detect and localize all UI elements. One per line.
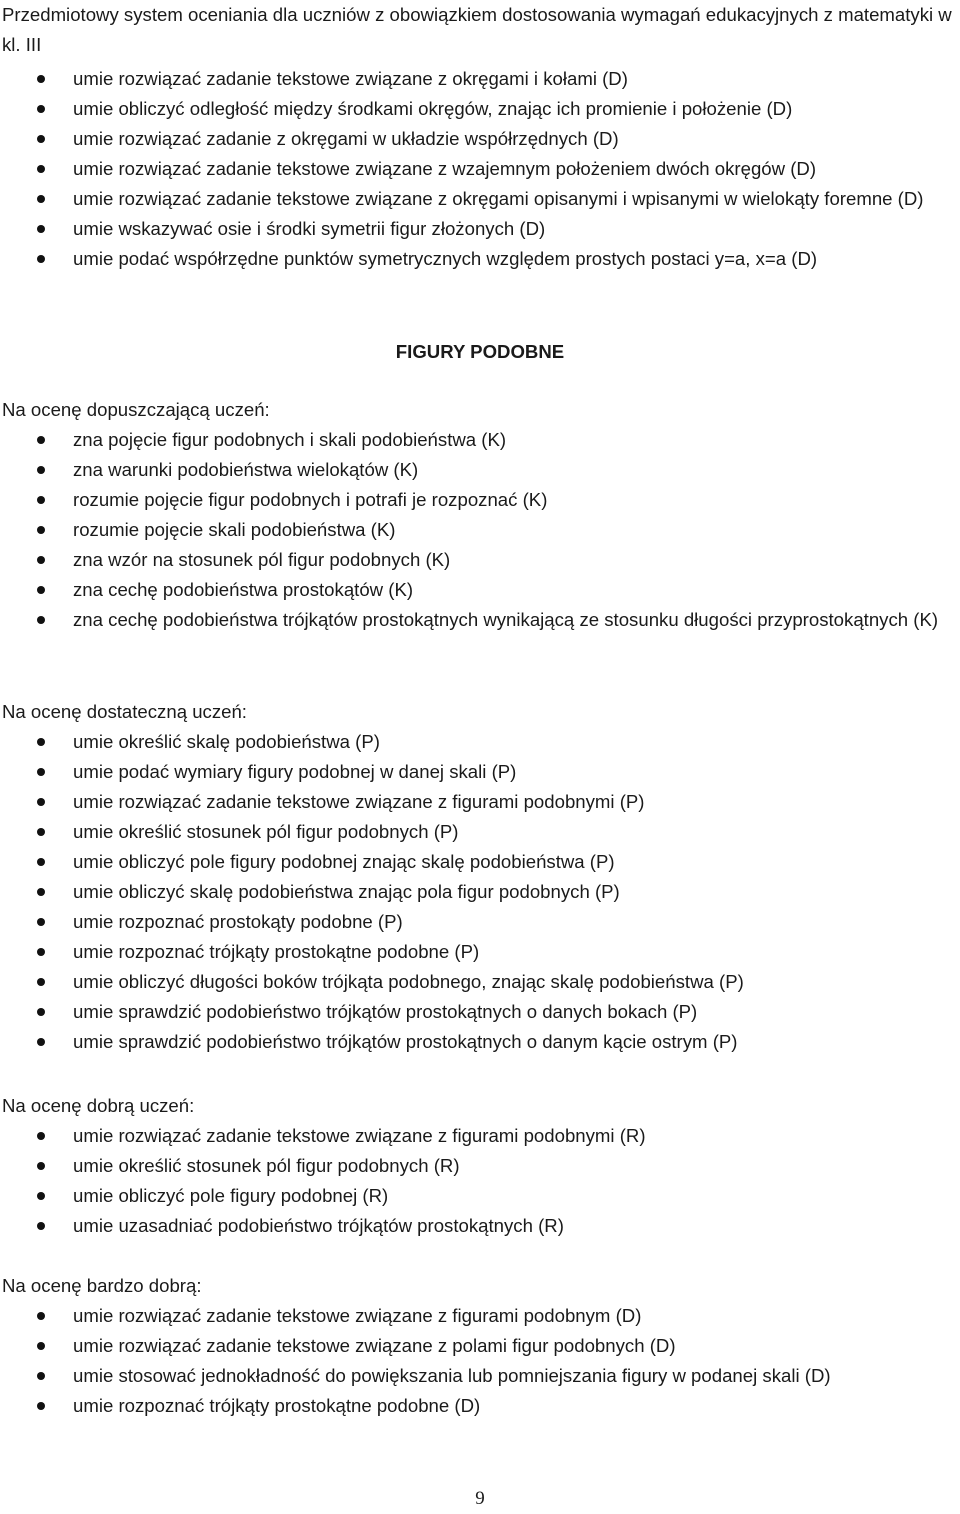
list-item bbox=[0, 907, 945, 937]
list-item bbox=[0, 937, 945, 967]
bullet-list-dostateczna bbox=[0, 727, 945, 1057]
list-item-text: rozumie pojęcie skali podobieństwa (K) bbox=[73, 519, 396, 540]
list-item-text: rozumie pojęcie figur podobnych i potrafi je rozpoznać (K) bbox=[73, 489, 548, 510]
bullet-icon bbox=[37, 105, 45, 113]
list-item-text: umie obliczyć pole figury podobnej znając skalę podobieństwa (P) bbox=[73, 851, 615, 872]
list-item bbox=[0, 214, 945, 244]
list-item bbox=[0, 425, 945, 455]
bullet-icon bbox=[37, 1342, 45, 1350]
list-item-text: umie rozwiązać zadanie tekstowe związane z okręgami opisanymi i wpisanymi w wielokąty foremne (D) bbox=[73, 188, 924, 209]
intro-bullet-list bbox=[0, 64, 945, 274]
list-item bbox=[0, 154, 945, 184]
list-item-text: umie rozwiązać zadanie z okręgami w układzie współrzędnych (D) bbox=[73, 128, 619, 149]
list-item-text: umie podać wymiary figury podobnej w danej skali (P) bbox=[73, 761, 517, 782]
bullet-icon bbox=[37, 586, 45, 594]
list-item-text: umie rozwiązać zadanie tekstowe związane z figurami podobnym (D) bbox=[73, 1305, 642, 1326]
list-item-text: umie określić stosunek pól figur podobnych (R) bbox=[73, 1155, 460, 1176]
grade-label-dostateczna: Na ocenę dostateczną uczeń: bbox=[2, 701, 247, 722]
page-number: 9 bbox=[475, 1488, 485, 1509]
list-item-text: zna wzór na stosunek pól figur podobnych (K) bbox=[73, 549, 451, 570]
bullet-list-dopuszczajaca bbox=[0, 425, 945, 635]
bullet-icon bbox=[37, 526, 45, 534]
bullet-icon bbox=[37, 1162, 45, 1170]
bullet-icon bbox=[37, 978, 45, 986]
list-item-text: umie sprawdzić podobieństwo trójkątów prostokątnych o danych bokach (P) bbox=[73, 1001, 698, 1022]
list-item-text: umie sprawdzić podobieństwo trójkątów prostokątnych o danym kącie ostrym (P) bbox=[73, 1031, 738, 1052]
list-item bbox=[0, 1121, 945, 1151]
bullet-icon bbox=[37, 1222, 45, 1230]
bullet-icon bbox=[37, 828, 45, 836]
list-item bbox=[0, 967, 945, 997]
bullet-icon bbox=[37, 616, 45, 624]
list-item-text: umie określić stosunek pól figur podobnych (P) bbox=[73, 821, 459, 842]
bullet-icon bbox=[37, 1132, 45, 1140]
list-item bbox=[0, 575, 945, 605]
document-title: Przedmiotowy system oceniania dla uczniów z obowiązkiem dostosowania wymagań edukacyjnych z matematyki w kl. III bbox=[2, 4, 952, 55]
list-item-text: umie rozpoznać prostokąty podobne (P) bbox=[73, 911, 403, 932]
list-item-text: zna cechę podobieństwa trójkątów prostokątnych wynikającą ze stosunku długości przyprostokątnych (K) bbox=[73, 609, 939, 630]
list-item-text: umie rozwiązać zadanie tekstowe związane z polami figur podobnych (D) bbox=[73, 1335, 676, 1356]
list-item bbox=[0, 1391, 945, 1421]
list-item-text: umie rozwiązać zadanie tekstowe związane z wzajemnym położeniem dwóch okręgów (D) bbox=[73, 158, 817, 179]
bullet-icon bbox=[37, 1038, 45, 1046]
bullet-icon bbox=[37, 768, 45, 776]
list-item bbox=[0, 184, 945, 214]
list-item bbox=[0, 485, 945, 515]
bullet-icon bbox=[37, 738, 45, 746]
bullet-icon bbox=[37, 165, 45, 173]
list-item-text: umie obliczyć odległość między środkami okręgów, znając ich promienie i położenie (D) bbox=[73, 98, 793, 119]
list-item bbox=[0, 124, 945, 154]
list-item bbox=[0, 757, 945, 787]
list-item bbox=[0, 727, 945, 757]
list-item bbox=[0, 64, 945, 94]
bullet-icon bbox=[37, 1402, 45, 1410]
list-item bbox=[0, 817, 945, 847]
bullet-icon bbox=[37, 1008, 45, 1016]
bullet-list-dobra bbox=[0, 1121, 945, 1241]
list-item bbox=[0, 605, 945, 635]
list-item bbox=[0, 244, 945, 274]
list-item-text: umie rozwiązać zadanie tekstowe związane z figurami podobnymi (P) bbox=[73, 791, 645, 812]
list-item-text: umie obliczyć długości boków trójkąta podobnego, znając skalę podobieństwa (P) bbox=[73, 971, 744, 992]
list-item bbox=[0, 94, 945, 124]
bullet-icon bbox=[37, 135, 45, 143]
list-item bbox=[0, 1211, 945, 1241]
list-item bbox=[0, 787, 945, 817]
grade-label-dobra: Na ocenę dobrą uczeń: bbox=[2, 1095, 195, 1116]
list-item bbox=[0, 1027, 945, 1057]
grade-label-dopuszczajaca: Na ocenę dopuszczającą uczeń: bbox=[2, 399, 270, 420]
bullet-icon bbox=[37, 195, 45, 203]
list-item bbox=[0, 997, 945, 1027]
list-item-text: umie uzasadniać podobieństwo trójkątów prostokątnych (R) bbox=[73, 1215, 564, 1236]
list-item bbox=[0, 1331, 945, 1361]
bullet-icon bbox=[37, 1192, 45, 1200]
list-item-text: umie obliczyć skalę podobieństwa znając pola figur podobnych (P) bbox=[73, 881, 620, 902]
list-item-text: zna cechę podobieństwa prostokątów (K) bbox=[73, 579, 414, 600]
bullet-icon bbox=[37, 858, 45, 866]
bullet-icon bbox=[37, 798, 45, 806]
list-item bbox=[0, 1361, 945, 1391]
bullet-icon bbox=[37, 436, 45, 444]
list-item-text: umie wskazywać osie i środki symetrii figur złożonych (D) bbox=[73, 218, 546, 239]
list-item bbox=[0, 515, 945, 545]
list-item-text: umie rozwiązać zadanie tekstowe związane z okręgami i kołami (D) bbox=[73, 68, 628, 89]
list-item-text: umie określić skalę podobieństwa (P) bbox=[73, 731, 380, 752]
list-item-text: umie rozwiązać zadanie tekstowe związane z figurami podobnymi (R) bbox=[73, 1125, 646, 1146]
bullet-icon bbox=[37, 1372, 45, 1380]
bullet-icon bbox=[37, 556, 45, 564]
list-item-text: umie rozpoznać trójkąty prostokątne podobne (P) bbox=[73, 941, 480, 962]
bullet-icon bbox=[37, 918, 45, 926]
bullet-icon bbox=[37, 75, 45, 83]
list-item-text: zna warunki podobieństwa wielokątów (K) bbox=[73, 459, 419, 480]
list-item-text: umie podać współrzędne punktów symetrycznych względem prostych postaci y=a, x=a (D) bbox=[73, 248, 818, 269]
bullet-icon bbox=[37, 948, 45, 956]
bullet-icon bbox=[37, 225, 45, 233]
list-item bbox=[0, 1151, 945, 1181]
bullet-icon bbox=[37, 496, 45, 504]
list-item-text: umie rozpoznać trójkąty prostokątne podobne (D) bbox=[73, 1395, 481, 1416]
bullet-icon bbox=[37, 1312, 45, 1320]
list-item-text: umie stosować jednokładność do powiększania lub pomniejszania figury w podanej skali (D) bbox=[73, 1365, 831, 1386]
bullet-icon bbox=[37, 466, 45, 474]
list-item bbox=[0, 455, 945, 485]
list-item bbox=[0, 545, 945, 575]
list-item bbox=[0, 1301, 945, 1331]
list-item bbox=[0, 847, 945, 877]
grade-label-bardzo-dobra: Na ocenę bardzo dobrą: bbox=[2, 1275, 202, 1296]
list-item bbox=[0, 1181, 945, 1211]
bullet-icon bbox=[37, 888, 45, 896]
bullet-list-bardzo-dobra bbox=[0, 1301, 945, 1421]
section-title: FIGURY PODOBNE bbox=[395, 341, 565, 362]
list-item-text: umie obliczyć pole figury podobnej (R) bbox=[73, 1185, 389, 1206]
bullet-icon bbox=[37, 255, 45, 263]
list-item-text: zna pojęcie figur podobnych i skali podobieństwa (K) bbox=[73, 429, 507, 450]
list-item bbox=[0, 877, 945, 907]
